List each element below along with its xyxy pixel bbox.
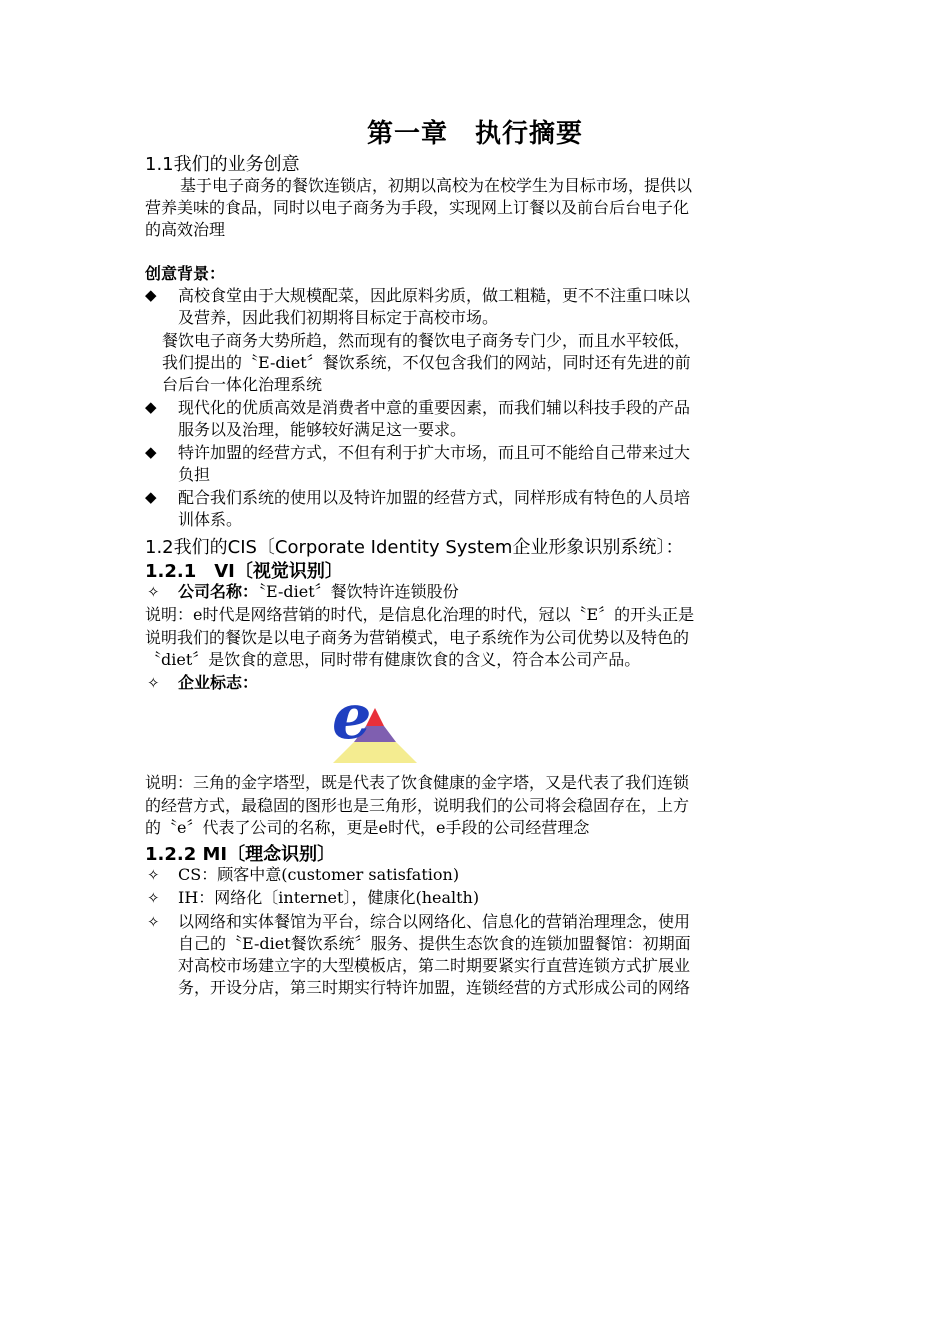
background-line: 现代化的优质高效是消费者中意的重要因素，而我们辅以科技手段的产品 [178,398,691,417]
section-1-1-line: 基于电子商务的餐饮连锁店，初期以高校为在校学生为目标市场，提供以 [180,176,693,195]
mi-platform-line: 务，开设分店，第三时期实行特许加盟，连锁经营的方式形成公司的网络 [178,978,691,997]
mi-ih-item: IH：网络化〔internet〕，健康化(health) [178,888,480,907]
company-name-value: 〝E-diet〞餐饮特许连锁股份 [258,582,459,601]
logo-label: 企业标志： [178,673,259,692]
company-name-label: 公司名称： [178,582,259,601]
logo-description-line: 的〝e〞代表了公司的名称，更是e时代，e手段的公司经营理念 [145,818,590,837]
background-line: 服务以及治理，能够较好满足这一要求。 [178,420,467,439]
background-label: 创意背景： [145,264,226,283]
mi-platform-line: 以网络和实体餐馆为平台，综合以网络化、信息化的营销治理理念，使用 [178,912,691,931]
section-1-1-line: 的高效治理 [145,220,226,239]
diamond-bullet-icon: ◆ [145,286,157,304]
background-line: 配合我们系统的使用以及特许加盟的经营方式，同样形成有特色的人员培 [178,488,691,507]
logo-letter: e [332,688,372,753]
company-name-row [178,581,459,603]
chapter-title: 第一章 执行摘要 [366,119,583,149]
background-line: 特许加盟的经营方式，不但有利于扩大市场，而且可不能给自己带来过大 [178,443,691,462]
star-bullet-icon: ✧ [147,674,160,692]
star-bullet-icon: ✧ [147,866,160,884]
star-bullet-icon: ✧ [147,583,160,601]
diamond-bullet-icon: ◆ [145,488,157,506]
company-logo-icon [330,688,420,768]
logo-description-line: 说明：三角的金字塔型，既是代表了饮食健康的金字塔，又是代表了我们连锁 [145,773,690,792]
section-1-2-heading: 1.2我们的CIS〔Corporate Identity System企业形象识别系统〕： [145,537,684,558]
background-line: 负担 [178,465,211,484]
diamond-bullet-icon: ◆ [145,443,157,461]
background-line: 高校食堂由于大规模配菜，因此原料劣质，做工粗糙，更不不注重口味以 [178,286,691,305]
star-bullet-icon: ✧ [147,889,160,907]
section-1-1-line: 营养美味的食品，同时以电子商务为手段，实现网上订餐以及前台后台电子化 [145,198,690,217]
background-line: 及营养，因此我们初期将目标定于高校市场。 [178,308,499,327]
star-bullet-icon: ✧ [147,913,160,931]
mi-platform-line: 自己的〝E-diet餐饮系统〞服务、提供生态饮食的连锁加盟餐馆：初期面 [178,934,691,953]
background-line: 餐饮电子商务大势所趋，然而现有的餐饮电子商务专门少，而且水平较低， [162,331,691,350]
section-1-2-1-heading: 1.2.1 VI〔视觉识别〕 [145,561,343,582]
background-line: 我们提出的〝E-diet〞餐饮系统，不仅包含我们的网站，同时还有先进的前 [162,353,691,372]
vi-description-line: 说明：e时代是网络营销的时代，是信息化治理的时代，冠以〝E〞的开头正是 [145,605,695,624]
mi-platform-line: 对高校市场建立字的大型模板店，第二时期要紧实行直营连锁方式扩展业 [178,956,691,975]
section-1-1-heading: 1.1我们的业务创意 [145,154,300,175]
mi-cs-item: CS：顾客中意(customer satisfation) [178,865,460,884]
vi-description-line: 说明我们的餐饮是以电子商务为营销模式，电子系统作为公司优势以及特色的 [145,628,690,647]
background-line: 台后台一体化治理系统 [162,375,323,394]
section-1-2-2-heading: 1.2.2 MI〔理念识别〕 [145,844,336,865]
diamond-bullet-icon: ◆ [145,398,157,416]
logo-description-line: 的经营方式，最稳固的图形也是三角形，说明我们的公司将会稳固存在，上方 [145,796,690,815]
vi-description-line: 〝diet〞是饮食的意思，同时带有健康饮食的含义，符合本公司产品。 [145,650,641,669]
background-line: 训体系。 [178,510,243,529]
